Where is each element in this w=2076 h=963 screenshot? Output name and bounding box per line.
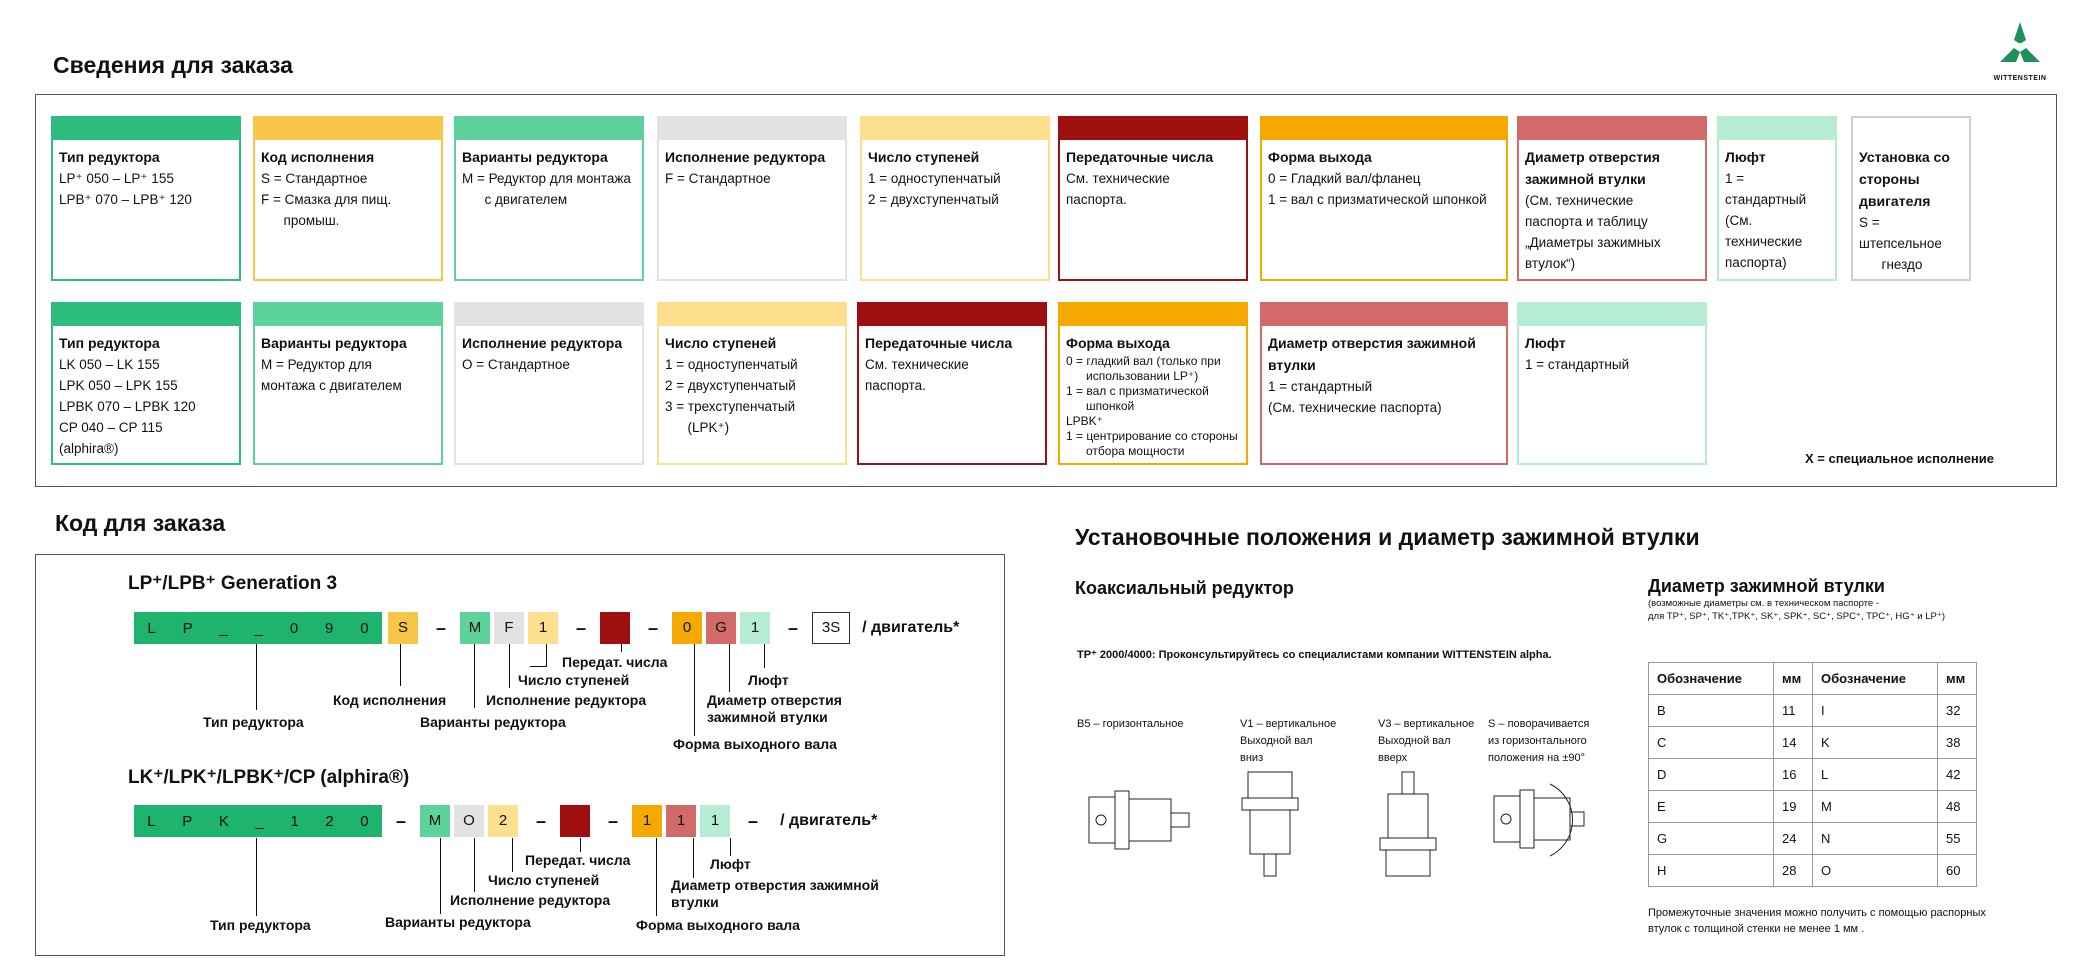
mounting-position-line: из горизонтального [1488,735,1587,747]
card-line: монтажа с двигателем [261,378,402,393]
code-box: 0 [672,612,702,644]
card-title: Исполнение редуктора [462,335,623,351]
order-info-title: Сведения для заказа [53,52,293,78]
bore-table-cell: 24 [1774,823,1813,855]
code-char: 0 [360,812,369,830]
card-line: технические [1725,234,1803,249]
code-box: M [420,805,450,837]
card-line: паспорта. [1066,192,1127,207]
card-color-bar [456,304,642,326]
gearbox-v1-drawing [1240,770,1300,880]
card-line: шпонкой [1066,399,1135,413]
bore-table-cell: G [1649,823,1774,855]
mounting-position-label [1240,716,1336,767]
gear-type-code [134,612,382,644]
card-color-bar [53,304,239,326]
mounting-position-line: положения на ±90° [1488,752,1585,764]
row2-card-5 [1058,302,1248,465]
bore-table-row [1649,855,1977,887]
bore-subtitle-2: для TP⁺, SP⁺, TK⁺,TPK⁺, SK⁺, SPK⁺, SC⁺, SPC⁺, TPC⁺, HG⁺ и LP⁺) [1648,611,1946,622]
card-line: LPBK 070 – LPBK 120 [59,399,196,414]
card-color-bar [53,118,239,140]
code-char: P [182,812,193,830]
code-box: 1 [528,612,558,644]
card-color-bar [255,118,441,140]
row1-card-7 [1517,116,1707,281]
card-line: паспорта. [865,378,926,393]
lk-label-backlash: Люфт [710,856,751,872]
gear-type-code [134,805,382,837]
card-line: (См. [1725,213,1753,228]
card-line: См. технические [1066,171,1170,186]
code-separator: – [536,810,547,831]
gearbox-b5-drawing [1085,785,1195,855]
bore-table-cell: M [1813,791,1938,823]
card-title: Передаточные числа [1066,149,1214,165]
card-title: Форма выхода [1066,335,1170,351]
card-line: отбора мощности [1066,444,1185,458]
card-line: LK 050 – LK 155 [59,357,160,372]
mounting-position-line: S – поворачивается [1488,718,1590,730]
coaxial-title: Коаксиальный редуктор [1075,578,1294,598]
card-line: F = Смазка для пищ. [261,192,392,207]
bore-table-cell: B [1649,695,1774,727]
bore-table-cell: 32 [1938,695,1977,727]
card-title: Тип редуктора [59,335,160,351]
bore-subtitle-1: (возможные диаметры см. в техническом паспорте - [1648,598,1880,609]
bore-foot-2: втулок с толщиной стенки не менее 1 мм . [1648,923,1865,935]
bore-table-row [1649,759,1977,791]
card-color-bar [1519,118,1705,140]
row2-card-7 [1517,302,1707,465]
card-title: Варианты редуктора [261,335,407,351]
mounting-position-line: вниз [1240,752,1264,764]
bore-table-cell: O [1813,855,1938,887]
card-line: CP 040 – CP 115 [59,420,163,435]
lk-label-output: Форма выходного вала [636,917,800,933]
card-line: 1 = одноступенчатый [868,171,1001,186]
card-color-bar [1719,118,1835,140]
card-title: Установка со стороны двигателя [1859,149,1950,209]
bore-title: Диаметр зажимной втулки [1648,576,1885,596]
mounting-position-line: B5 – горизонтальное [1077,718,1184,730]
gen3-label-exec-code: Код исполнения [333,692,447,708]
card-line: 1 = вал с призматической шпонкой [1268,192,1487,207]
row1-card-6 [1260,116,1508,281]
card-color-bar [859,304,1045,326]
bore-table-cell: 42 [1938,759,1977,791]
row2-card-2 [454,302,644,465]
lk-label-stages: Число ступеней [488,872,600,888]
card-title: Диаметр отверстия зажимной втулки [1525,149,1660,187]
card-line: LPBK⁺ [1066,414,1104,428]
row2-card-1 [253,302,443,465]
card-line: с двигателем [462,192,568,207]
card-line: 1 = стандартный [1525,357,1630,372]
card-line: 1 = вал с призматической [1066,384,1209,398]
bore-table-row [1649,791,1977,823]
card-color-bar [255,304,441,326]
bore-table-row [1649,727,1977,759]
bore-table-row [1649,695,1977,727]
code-box: M [460,612,490,644]
card-line: паспорта) [1725,255,1787,270]
card-line: LP⁺ 050 – LP⁺ 155 [59,171,174,186]
card-line: S = штепсельное [1859,215,1942,251]
card-line: 3 = трехступенчатый [665,399,796,414]
code-char: _ [219,619,228,637]
card-color-bar [1853,118,1969,140]
card-line: 1 = стандартный [1268,379,1373,394]
code-box: 1 [666,805,696,837]
card-title: Форма выхода [1268,149,1372,165]
card-line: 1 = центрирование со стороны [1066,429,1238,443]
code-box: 1 [740,612,770,644]
logo-text: WITTENSTEIN [1993,75,2047,82]
row2-card-0 [51,302,241,465]
card-line: (См. технические [1525,193,1634,208]
bore-table-cell: I [1813,695,1938,727]
card-color-bar [659,304,845,326]
code-box: S [388,612,418,644]
card-line: (LPK⁺) [665,420,730,435]
bore-table-cell: 55 [1938,823,1977,855]
row1-card-3 [657,116,847,281]
bore-header-mm-2: мм [1938,663,1977,695]
code-box: 2 [488,805,518,837]
code-box: 7 [560,805,590,837]
card-line: (alphira®) [59,441,119,456]
card-line: использовании LP⁺) [1066,369,1199,383]
bore-header-designation-2: Обозначение [1813,663,1938,695]
card-title: Варианты редуктора [462,149,608,165]
bore-foot-1: Промежуточные значения можно получить с помощью распорных [1648,907,1986,919]
card-title: Люфт [1525,335,1566,351]
tp-note: TP⁺ 2000/4000: Проконсультируйтесь со специалистами компании WITTENSTEIN alpha. [1077,649,1552,661]
card-title: Диаметр отверстия зажимной втулки [1268,335,1476,373]
bore-table-cell: E [1649,791,1774,823]
gen3-code-row [134,612,959,644]
card-title: Передаточные числа [865,335,1013,351]
mounting-position-line: Выходной вал [1378,735,1451,747]
row1-card-2 [454,116,644,281]
bore-table-cell: N [1813,823,1938,855]
card-color-bar [1060,118,1246,140]
card-line: (См. технические паспорта) [1268,400,1442,415]
lk-label-execution: Исполнение редуктора [450,892,611,908]
card-line: M = Редуктор для монтажа [462,171,631,186]
code-char: K [218,812,229,830]
lk-label-type: Тип редуктора [210,917,311,933]
code-box: O [454,805,484,837]
card-line: 1 = стандартный [1725,171,1807,207]
gen3-label-output: Форма выходного вала [673,736,837,752]
gearbox-v3-drawing [1378,770,1438,880]
code-char: P [182,619,193,637]
code-separator: – [788,617,799,638]
lk-code-row [134,805,877,837]
bore-table-cell: 48 [1938,791,1977,823]
code-char: L [147,812,156,830]
bore-table-cell: 38 [1938,727,1977,759]
code-separator: – [576,617,587,638]
card-line: M = Редуктор для [261,357,372,372]
code-char: 2 [325,812,334,830]
card-title: Люфт [1725,149,1766,165]
mounting-position-line: вверх [1378,752,1408,764]
bore-table-cell: 19 [1774,791,1813,823]
row1-card-0 [51,116,241,281]
code-separator: – [748,810,759,831]
code-char: _ [255,812,264,830]
gen3-label-type: Тип редуктора [203,714,304,730]
mounting-position-label [1077,716,1183,733]
code-char: L [147,619,156,637]
row1-card-4 [860,116,1050,281]
code-char: _ [254,619,263,637]
bore-table-row [1649,823,1977,855]
card-title: Число ступеней [868,149,980,165]
wittenstein-logo [1990,18,2050,84]
lk-label-bore: Диаметр отверстия зажимной втулки [671,877,879,910]
mounting-position-line: Выходной вал [1240,735,1313,747]
card-line: гнездо [1859,257,1923,272]
bore-table-cell: C [1649,727,1774,759]
code-box: 1 [632,805,662,837]
card-title: Исполнение редуктора [665,149,826,165]
gen3-label-variants: Варианты редуктора [420,714,566,730]
card-color-bar [1519,304,1705,326]
card-title: Тип редуктора [59,149,160,165]
code-box: 3S [812,612,850,644]
lk-label-ratio: Передат. числа [525,852,631,868]
gen3-label-execution: Исполнение редуктора [486,692,647,708]
card-line: S = Стандартное [261,171,368,186]
card-title: Число ступеней [665,335,777,351]
lk-label-variants: Варианты редуктора [385,914,531,930]
mounting-position-line: V3 – вертикальное [1378,718,1475,730]
gen3-title: LP⁺/LPB⁺ Generation 3 [128,573,338,594]
card-color-bar [1060,304,1246,326]
special-version-note: X = специальное исполнение [1805,451,1995,466]
code-separator: – [436,617,447,638]
code-char: 0 [289,619,299,637]
gen3-label-backlash: Люфт [748,672,789,688]
card-line: LPB⁺ 070 – LPB⁺ 120 [59,192,192,207]
code-box: 5 [600,612,630,644]
card-color-bar [1262,304,1506,326]
card-line: O = Стандартное [462,357,570,372]
row1-card-1 [253,116,443,281]
card-line: „Диаметры зажимных [1525,235,1661,250]
bore-header-mm: мм [1774,663,1813,695]
card-line: F = Стандартное [665,171,771,186]
row2-card-3 [657,302,847,465]
card-line: 0 = Гладкий вал/фланец [1268,171,1421,186]
card-line: 2 = двухступенчатый [868,192,999,207]
card-color-bar [659,118,845,140]
code-char: 1 [290,812,299,830]
row1-card-8 [1717,116,1837,281]
card-color-bar [862,118,1048,140]
card-line: втулок“) [1525,256,1576,271]
lk-title: LK⁺/LPK⁺/LPBK⁺/CP (alphira®) [128,767,410,788]
mounting-position-label [1488,716,1589,767]
mounting-position-label [1378,716,1474,767]
bore-table-cell: D [1649,759,1774,791]
bore-table-cell: H [1649,855,1774,887]
gen3-label-bore: Диаметр отверстия зажимной втулки [707,692,842,725]
card-line: 1 = одноступенчатый [665,357,798,372]
code-char: 9 [325,619,334,637]
card-color-bar [456,118,642,140]
code-separator: – [608,810,619,831]
card-title: Код исполнения [261,149,375,165]
bore-table [1648,662,1977,887]
row2-card-4 [857,302,1047,465]
bore-table-cell: 28 [1774,855,1813,887]
gearbox-s-drawing [1490,780,1610,860]
bore-table-cell: L [1813,759,1938,791]
card-line: См. технические [865,357,969,372]
gen3-label-ratio: Передат. числа [562,654,668,670]
code-char: 0 [360,619,369,637]
code-separator: – [396,810,407,831]
code-box: F [494,612,524,644]
gen3-label-stages: Число ступеней [518,672,630,688]
motor-label: / двигатель* [862,619,960,636]
card-color-bar [1262,118,1506,140]
motor-label: / двигатель* [780,812,878,829]
card-line: промыш. [261,213,340,228]
row1-card-5 [1058,116,1248,281]
card-line: 2 = двухступенчатый [665,378,796,393]
mounting-title: Установочные положения и диаметр зажимной втулки [1075,524,1700,550]
order-code-title: Код для заказа [55,510,226,536]
code-separator: – [648,617,659,638]
row1-card-9 [1851,116,1971,281]
card-line: 0 = гладкий вал (только при [1066,354,1221,368]
bore-header-designation: Обозначение [1649,663,1774,695]
bore-table-cell: 14 [1774,727,1813,759]
code-box: 1 [700,805,730,837]
mounting-position-line: V1 – вертикальное [1240,718,1337,730]
bore-table-cell: 16 [1774,759,1813,791]
row2-card-6 [1260,302,1508,465]
card-line: LPK 050 – LPK 155 [59,378,178,393]
bore-table-cell: 60 [1938,855,1977,887]
code-box: G [706,612,736,644]
card-line: паспорта и таблицу [1525,214,1648,229]
bore-table-cell: 11 [1774,695,1813,727]
bore-table-cell: K [1813,727,1938,759]
